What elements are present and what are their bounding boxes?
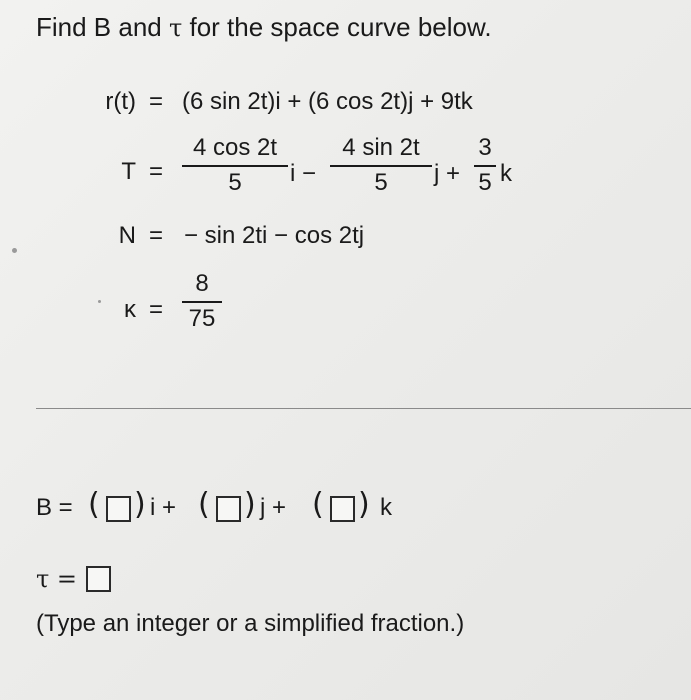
answer-instruction: (Type an integer or a simplified fraction.) — [36, 610, 465, 637]
T-equals: = — [149, 158, 164, 185]
r-expression: (6 sin 2t)i + (6 cos 2t)j + 9tk — [182, 88, 473, 115]
title-suffix: for the space curve below. — [182, 12, 492, 42]
B-j-open-paren: ( — [198, 487, 210, 522]
B-i-unit: i + — [150, 494, 177, 521]
N-equals: = — [149, 222, 164, 249]
T-fraction-2-bar — [330, 165, 432, 167]
N-label: N — [118, 222, 136, 249]
T-fraction-1-denominator: 5 — [228, 169, 242, 196]
T-op-3: k — [500, 160, 512, 187]
B-j-close-paren: ) — [244, 487, 256, 522]
r-label: r(t) — [105, 88, 136, 115]
T-fraction-1-bar — [182, 165, 288, 167]
B-j-unit: j + — [260, 494, 287, 521]
kappa-denominator: 75 — [188, 305, 216, 332]
T-op-2: j + — [434, 160, 461, 187]
tau-label: τ = — [36, 565, 78, 593]
speck-mark — [12, 248, 17, 253]
kappa-label: κ — [124, 296, 136, 323]
T-fraction-2-numerator: 4 sin 2t — [342, 134, 420, 161]
B-k-unit: k — [380, 494, 392, 521]
T-fraction-1 — [182, 134, 288, 197]
question-title — [36, 12, 492, 43]
title-prefix: Find B and — [36, 12, 169, 42]
T-label: T — [121, 158, 136, 185]
T-fraction-1-numerator: 4 cos 2t — [192, 134, 278, 161]
T-fraction-2 — [330, 134, 432, 197]
T-fraction-3-denominator: 5 — [478, 169, 492, 196]
kappa-equals: = — [149, 296, 164, 323]
B-j-answer-box[interactable] — [216, 496, 241, 522]
B-label: B = — [36, 494, 73, 521]
N-expression: − sin 2ti − cos 2tj — [184, 222, 365, 249]
T-fraction-3 — [474, 134, 496, 197]
T-fraction-3-numerator: 3 — [478, 134, 492, 161]
B-k-open-paren: ( — [312, 487, 324, 522]
T-fraction-3-bar — [474, 165, 496, 167]
kappa-numerator: 8 — [195, 270, 209, 297]
speck-mark — [98, 300, 101, 303]
B-i-answer-box[interactable] — [106, 496, 131, 522]
T-fraction-2-denominator: 5 — [374, 169, 388, 196]
section-divider — [36, 408, 691, 409]
B-i-close-paren: ) — [134, 487, 146, 522]
title-tau: τ — [168, 14, 183, 42]
tau-answer-box[interactable] — [86, 566, 111, 592]
kappa-bar — [182, 301, 222, 303]
T-op-1: i − — [290, 160, 317, 187]
kappa-fraction — [182, 270, 222, 333]
B-k-close-paren: ) — [358, 487, 370, 522]
r-equals: = — [149, 88, 164, 115]
B-k-answer-box[interactable] — [330, 496, 355, 522]
B-i-open-paren: ( — [88, 487, 100, 522]
